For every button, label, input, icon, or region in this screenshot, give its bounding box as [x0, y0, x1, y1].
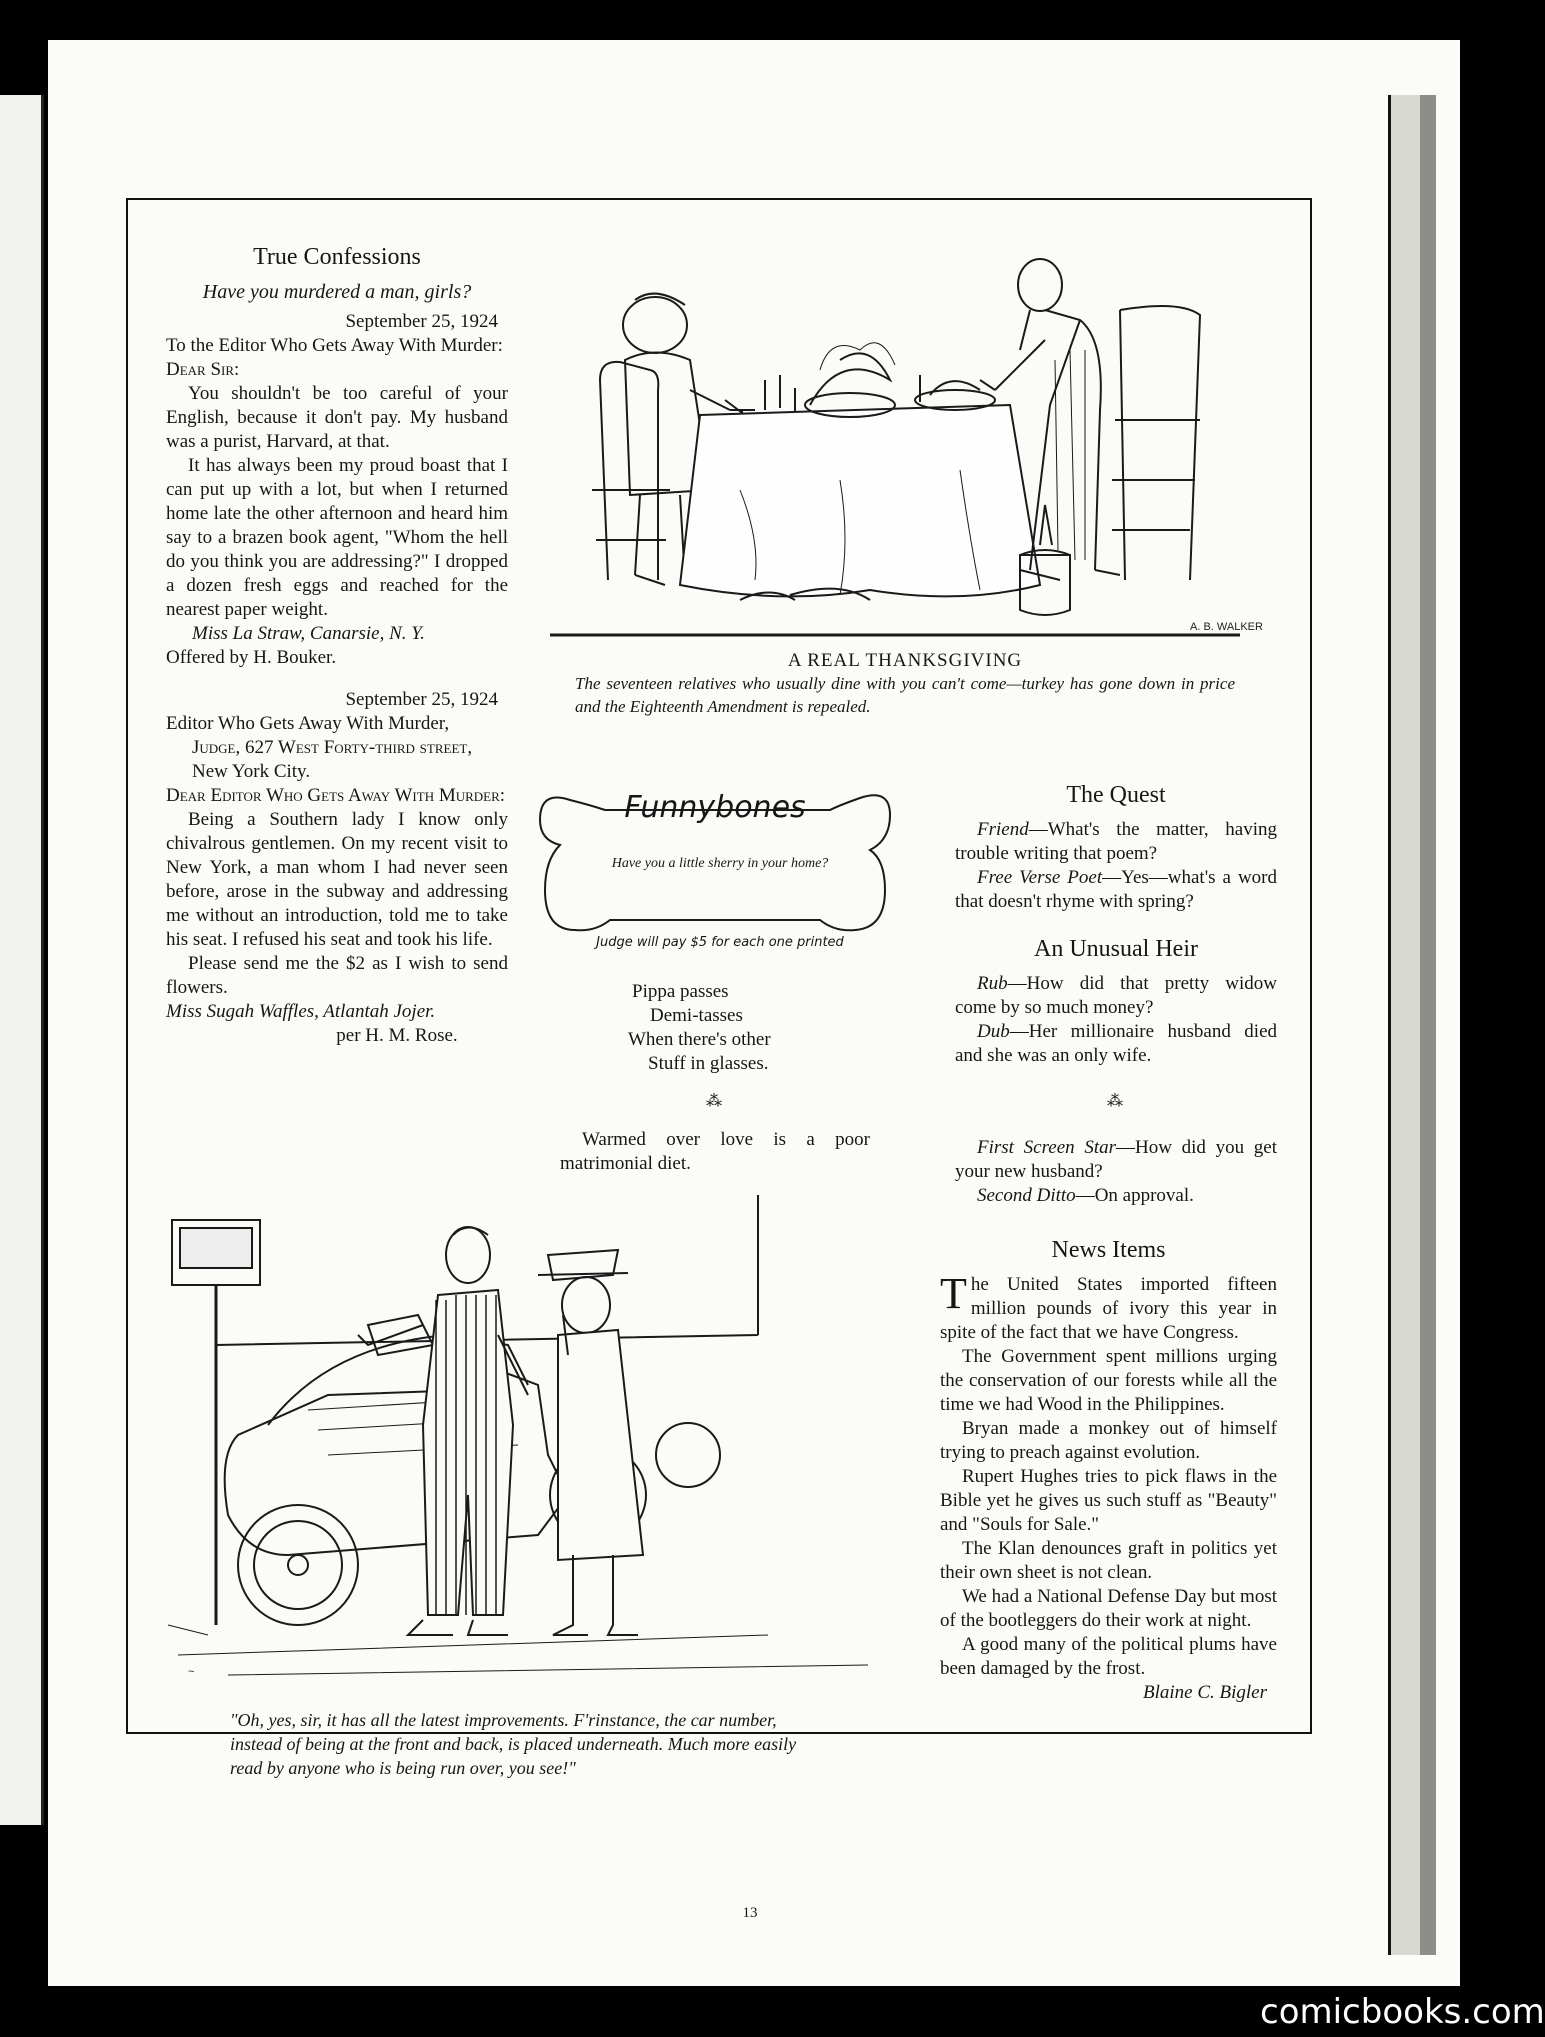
news-item: We had a National Defense Day but most of the bootleggers do their work at night.	[940, 1586, 1277, 1631]
news-dropcap: T	[940, 1269, 967, 1318]
funnybones-quip: Warmed over love is a poor matrimonial diet.	[560, 1129, 870, 1174]
letter2-signature: Miss Sugah Waffles, Atlantah Jojer.	[166, 1001, 436, 1022]
letter1-paragraph: It has always been my proud boast that I can put up with a lot, but when I returned home late the other afternoon and heard him say to a brazen book agent, "Whom the hell do you think you are addressing?" I dropped a dozen fresh eggs and reached for the nearest paper weight.	[166, 455, 508, 620]
quest-line: —Yes—what's a word that doesn't rhyme with spring?	[955, 867, 1277, 912]
letter1-paragraph: You shouldn't be too careful of your English, because it don't pay. My husband was a purist, Harvard, at that.	[166, 383, 508, 452]
cartoon2-caption: "Oh, yes, sir, it has all the latest improvements. F'rinstance, the car number, instead of being at the front and back, is placed underneath. Much more easily read by anyone who is being run over, you see!"	[230, 1710, 797, 1778]
cartoon1-caption-block	[555, 650, 1255, 718]
heir-line: —How did that pretty widow come by so much money?	[955, 973, 1277, 1018]
poem-line: Pippa passes	[632, 981, 729, 1002]
letter2-salutation: Dear Editor Who Gets Away With Murder:	[166, 785, 506, 806]
news-item: Bryan made a monkey out of himself trying to preach against evolution.	[940, 1418, 1277, 1463]
quest-title: The Quest	[1066, 782, 1166, 808]
heir-speaker: Rub	[977, 973, 1008, 994]
news-title: News Items	[1051, 1237, 1166, 1263]
letter2-paragraph: Please send me the $2 as I wish to send flowers.	[166, 953, 508, 998]
quest-speaker: Friend	[977, 819, 1029, 840]
cartoon1-artist-signature: A. B. WALKER	[1190, 621, 1263, 633]
news-item: The Government spent millions urging the conservation of our forests while all the time we had Wood in the Philippines.	[940, 1346, 1277, 1415]
quest-line: —What's the matter, having trouble writing that poem?	[955, 819, 1277, 864]
car-salesman-cartoon	[168, 1195, 888, 1695]
funnybones-offer: Judge will pay $5 for each one printed	[596, 935, 844, 950]
quest-heir-column	[955, 780, 1277, 1208]
binding-shadow	[1420, 95, 1436, 1955]
news-item: A good many of the political plums have been damaged by the frost.	[940, 1634, 1277, 1679]
true-confessions-title: True Confessions	[253, 244, 421, 270]
letter2-address: Judge, 627 West Forty-third street,	[192, 737, 473, 758]
poem-line: Demi-tasses	[650, 1005, 743, 1026]
letter2-paragraph: Being a Southern lady I know only chivalrous gentlemen. On my recent visit to New York, a man whom I had never seen before, arose in the subway and addressing me without an introduction, told me to take his seat. I refused his seat and took his life.	[166, 809, 508, 950]
true-confessions-subtitle: Have you murdered a man, girls?	[202, 281, 472, 303]
news-signature: Blaine C. Bigler	[1142, 1682, 1267, 1703]
news-item: Rupert Hughes tries to pick flaws in the Bible yet he gives us such stuff as "Beauty" and "Souls for Sale."	[940, 1466, 1277, 1535]
true-confessions-column	[166, 242, 508, 1048]
letter1-signature: Miss La Straw, Canarsie, N. Y.	[192, 623, 425, 644]
heir-speaker: First Screen Star	[977, 1137, 1116, 1158]
page-number: 13	[742, 1905, 758, 1921]
funnybones-question: Have you a little sherry in your home?	[611, 856, 829, 871]
poem-line: When there's other	[628, 1029, 771, 1050]
cartoon1-title: A REAL THANKSGIVING	[787, 650, 1023, 671]
poem-line: Stuff in glasses.	[648, 1053, 769, 1074]
letter1-date: September 25, 1924	[345, 311, 498, 332]
facing-page-edge	[0, 95, 44, 1825]
heir-line: —On approval.	[1075, 1185, 1194, 1206]
heir-speaker: Dub	[977, 1021, 1010, 1042]
news-items-column	[940, 1235, 1277, 1705]
heir-speaker: Second Ditto	[977, 1185, 1076, 1206]
heir-line: —How did you get your new husband?	[955, 1137, 1277, 1182]
cartoon2-artist-signature: ~	[188, 1666, 195, 1678]
separator-stars: ⁂	[706, 1093, 724, 1110]
cartoon1-caption: The seventeen relatives who usually dine with you can't come—turkey has gone down in price and the Eighteenth Amendment is repealed.	[575, 674, 1235, 716]
watermark: comicbooks.com	[1260, 1992, 1545, 2032]
letter2-date: September 25, 1924	[345, 689, 498, 710]
quest-speaker: Free Verse Poet	[977, 867, 1103, 888]
heir-title: An Unusual Heir	[1034, 936, 1198, 962]
news-item: he United States imported fifteen million pounds of ivory this year in spite of the fact that we have Congress.	[940, 1274, 1277, 1343]
funnybones-title: Funnybones	[624, 790, 806, 825]
funnybones-entries	[560, 980, 870, 1176]
letter1-salutation: Dear Sir:	[166, 359, 240, 380]
heir-line: —Her millionaire husband died and she was an only wife.	[955, 1021, 1277, 1066]
letter2-address: Editor Who Gets Away With Murder,	[166, 713, 450, 734]
news-item: The Klan denounces graft in politics yet their own sheet is not clean.	[940, 1538, 1277, 1583]
thanksgiving-cartoon	[540, 240, 1270, 640]
letter2-address: New York City.	[192, 761, 311, 782]
letter2-per: per H. M. Rose.	[336, 1025, 458, 1046]
letter1-offered-by: Offered by H. Bouker.	[166, 647, 337, 668]
separator-stars: ⁂	[1107, 1093, 1125, 1110]
letter1-recipient: To the Editor Who Gets Away With Murder:	[166, 335, 503, 356]
